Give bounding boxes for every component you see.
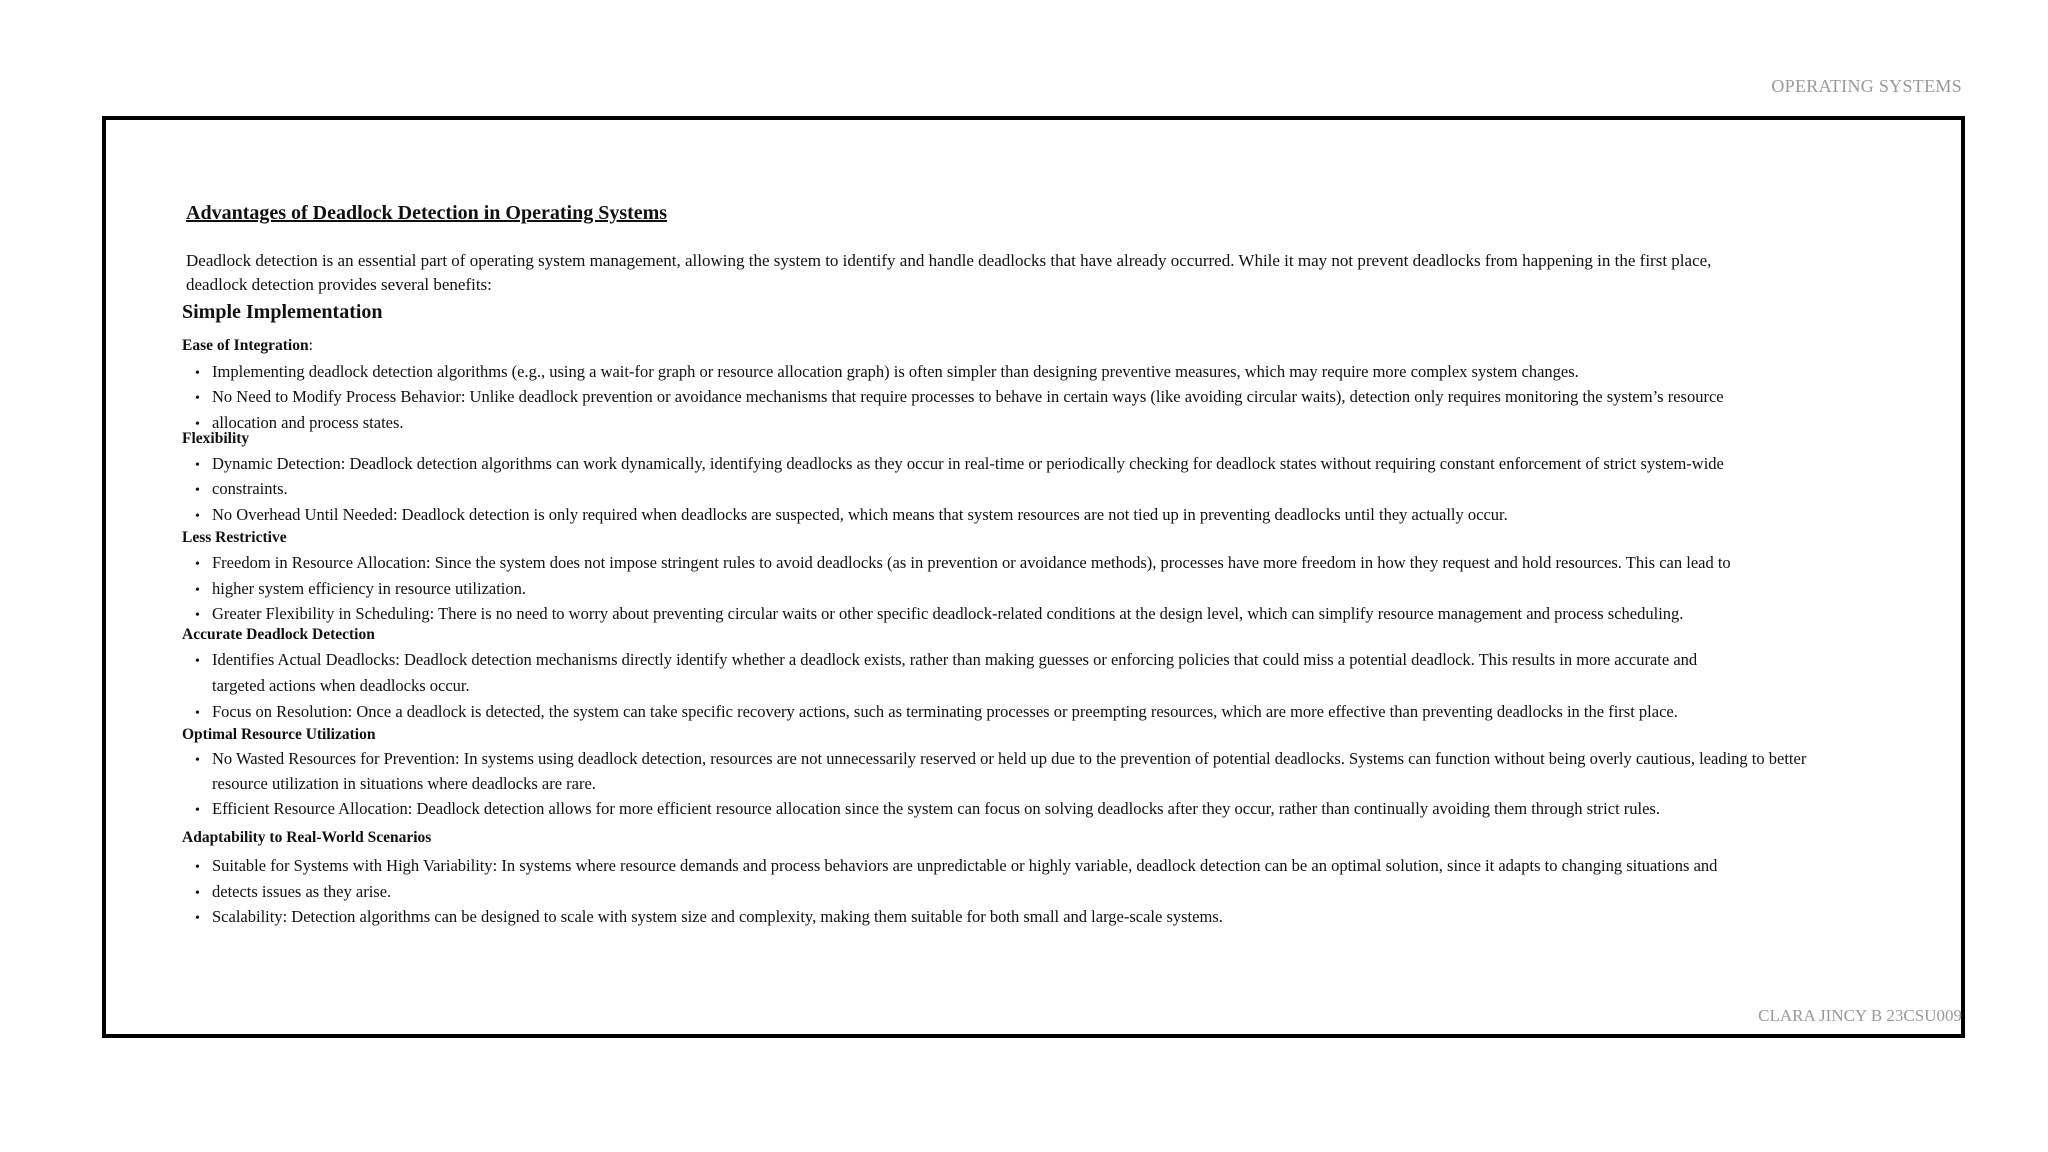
list-item: • detects issues as they arise. bbox=[195, 882, 391, 902]
list-item: • No Wasted Resources for Prevention: In systems using deadlock detection, resources are not unnecessarily reserved or held up due to the prevention of potential deadlocks. Systems can function without being overly cautious, leading to better bbox=[195, 749, 1806, 769]
section-heading-flexibility: Flexibility bbox=[182, 430, 250, 447]
section-heading-optimal-utilization: Optimal Resource Utilization bbox=[182, 726, 376, 743]
section-heading-adaptability: Adaptability to Real-World Scenarios bbox=[182, 829, 432, 846]
page-header: OPERATING SYSTEMS bbox=[1771, 76, 1962, 96]
document-title: Advantages of Deadlock Detection in Operating Systems bbox=[186, 202, 668, 224]
list-item: • No Need to Modify Process Behavior: Unlike deadlock prevention or avoidance mechanisms that require processes to behave in certain ways (like avoiding circular waits), detection only requires monitoring the system’s resource bbox=[195, 387, 1724, 407]
subheading-colon: : bbox=[308, 337, 313, 354]
list-item-continuation: targeted actions when deadlocks occur. bbox=[212, 676, 470, 695]
list-item: • Identifies Actual Deadlocks: Deadlock detection mechanisms directly identify whether a deadlock exists, rather than making guesses or enforcing policies that could miss a potential deadlock. This results in more accurate and bbox=[195, 650, 1697, 670]
list-item: • constraints. bbox=[195, 479, 288, 499]
subheading-ease-of-integration bbox=[182, 337, 313, 355]
list-item: • Suitable for Systems with High Variability: In systems where resource demands and process behaviors are unpredictable or highly variable, deadlock detection can be an optimal solution, since it adapts to changing situations and bbox=[195, 856, 1717, 876]
list-item: • Freedom in Resource Allocation: Since the system does not impose stringent rules to avoid deadlocks (as in prevention or avoidance methods), processes have more freedom in how they request and hold resources. This can lead to bbox=[195, 553, 1731, 573]
list-item: • Efficient Resource Allocation: Deadlock detection allows for more efficient resource allocation since the system can focus on solving deadlocks after they occur, rather than continually avoiding them through strict rules. bbox=[195, 799, 1660, 819]
section-heading-less-restrictive: Less Restrictive bbox=[182, 529, 287, 546]
list-item: • Implementing deadlock detection algorithms (e.g., using a wait-for graph or resource allocation graph) is often simpler than designing preventive measures, which may require more complex system changes. bbox=[195, 362, 1579, 382]
list-item-continuation: resource utilization in situations where deadlocks are rare. bbox=[212, 774, 596, 793]
list-item: • allocation and process states. bbox=[195, 413, 404, 433]
intro-paragraph bbox=[186, 249, 1846, 297]
page-footer: CLARA JINCY B 23CSU009 bbox=[1758, 1006, 1962, 1025]
list-item: • Greater Flexibility in Scheduling: There is no need to worry about preventing circular waits or other specific deadlock-related conditions at the design level, which can simplify resource management and process scheduling. bbox=[195, 604, 1683, 624]
section-heading-accurate-detection: Accurate Deadlock Detection bbox=[182, 626, 375, 643]
subheading-text: Ease of Integration bbox=[182, 337, 309, 354]
list-item: • Scalability: Detection algorithms can be designed to scale with system size and complexity, making them suitable for both small and large-scale systems. bbox=[195, 907, 1223, 927]
list-item: • higher system efficiency in resource utilization. bbox=[195, 579, 526, 599]
list-item: • No Overhead Until Needed: Deadlock detection is only required when deadlocks are suspected, which means that system resources are not tied up in preventing deadlocks until they actually occur. bbox=[195, 505, 1508, 525]
list-item: • Dynamic Detection: Deadlock detection algorithms can work dynamically, identifying deadlocks as they occur in real-time or periodically checking for deadlock states without requiring constant enforcement of strict system-wide bbox=[195, 454, 1724, 474]
intro-line-1: Deadlock detection is an essential part of operating system management, allowing the system to identify and handle deadlocks that have already occurred. While it may not prevent deadlocks from happening in the first place, bbox=[186, 251, 1712, 270]
list-item: • Focus on Resolution: Once a deadlock is detected, the system can take specific recovery actions, such as terminating processes or preempting resources, which are more effective than preventing deadlocks in the first place. bbox=[195, 702, 1678, 722]
intro-line-2: deadlock detection provides several benefits: bbox=[186, 275, 492, 294]
section-heading-simple-implementation: Simple Implementation bbox=[182, 301, 383, 323]
